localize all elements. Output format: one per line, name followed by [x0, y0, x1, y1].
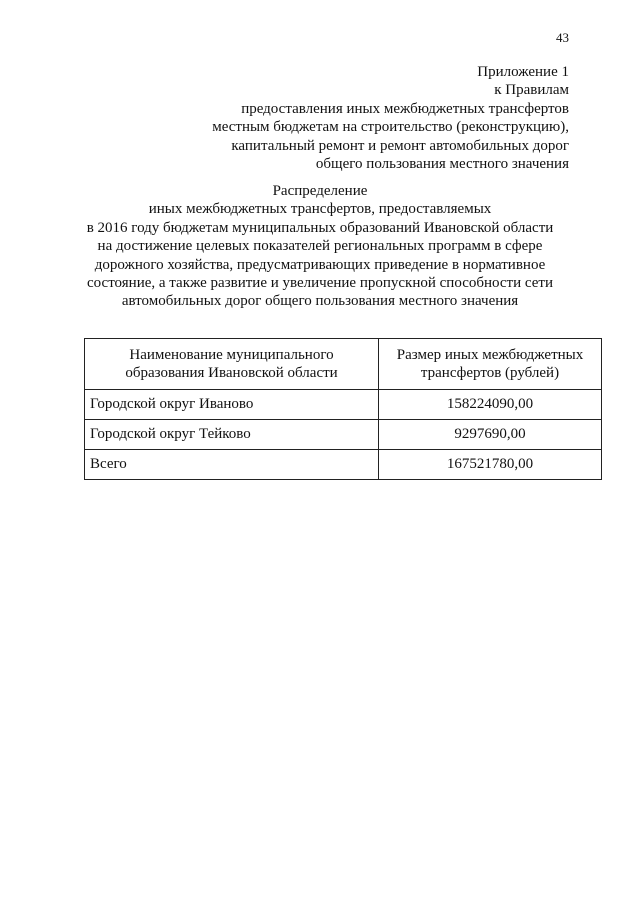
- table-header-row: [85, 339, 602, 390]
- column-header-amount: [379, 339, 602, 390]
- title-line: Распределение: [272, 183, 368, 199]
- total-label-cell: Всего: [85, 450, 379, 480]
- title-line: состояние, а также развитие и увеличение пропускной способности сети: [87, 275, 553, 292]
- title-line: автомобильных дорог общего пользования местного значения: [121, 293, 519, 310]
- appendix-line: предоставления иных межбюджетных трансфертов: [241, 100, 569, 117]
- header-text: образования Ивановской области: [125, 365, 338, 381]
- appendix-line: Приложение 1: [477, 64, 569, 80]
- appendix-line: общего пользования местного значения: [315, 156, 569, 173]
- table-row: [85, 420, 602, 450]
- table-total-row: [85, 450, 602, 480]
- transfers-table: [84, 338, 602, 480]
- document-title: [70, 182, 570, 311]
- title-line: дорожного хозяйства, предусматривающих приведение в нормативное: [94, 256, 546, 273]
- table-row: [85, 390, 602, 420]
- title-line: иных межбюджетных трансфертов, предоставляемых: [148, 201, 492, 218]
- title-line: в 2016 году бюджетам муниципальных образований Ивановской области: [86, 219, 554, 236]
- appendix-line: капитальный ремонт и ремонт автомобильных дорог: [231, 137, 569, 154]
- appendix-line: местным бюджетам на строительство (реконструкцию),: [212, 119, 569, 136]
- municipality-cell: Городской округ Иваново: [85, 390, 379, 420]
- column-header-municipality: [85, 339, 379, 390]
- amount-cell: 158224090,00: [379, 390, 602, 420]
- header-text: Наименование муниципального: [129, 347, 334, 363]
- title-line: на достижение целевых показателей региональных программ в сфере: [97, 238, 543, 255]
- municipality-cell: Городской округ Тейково: [85, 420, 379, 450]
- appendix-reference: [149, 63, 569, 173]
- page-number: 43: [556, 30, 569, 45]
- header-text: Размер иных межбюджетных: [396, 347, 584, 363]
- amount-cell: 9297690,00: [379, 420, 602, 450]
- appendix-line: к Правилам: [494, 82, 569, 99]
- total-amount-cell: 167521780,00: [379, 450, 602, 480]
- header-text: трансфертов (рублей): [420, 365, 560, 381]
